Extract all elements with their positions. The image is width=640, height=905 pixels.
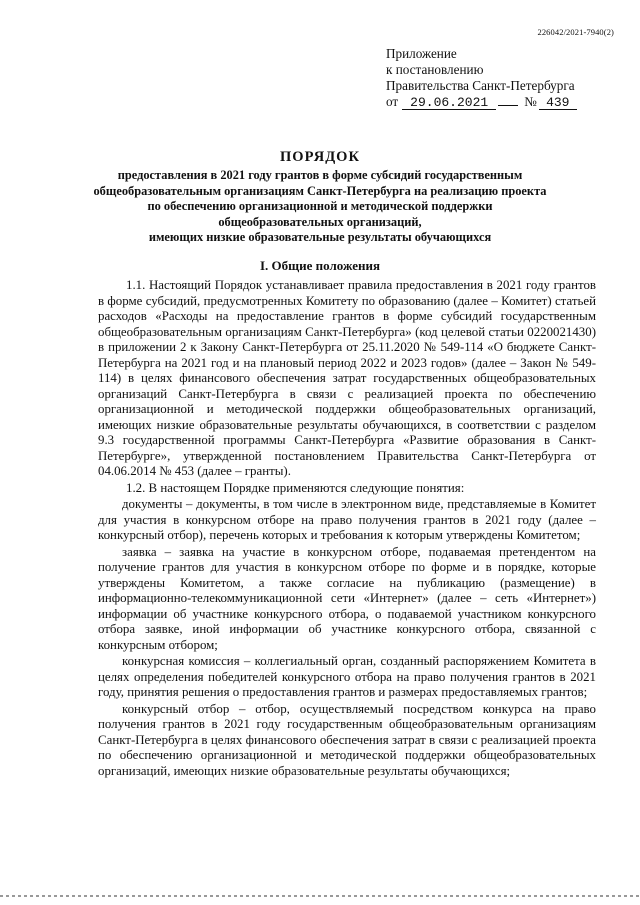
appendix-line-1: Приложение xyxy=(386,46,457,61)
appendix-date-line xyxy=(386,94,577,110)
document-body xyxy=(98,278,596,780)
section-heading: I. Общие положения xyxy=(260,258,380,273)
paragraph-1-2: 1.2. В настоящем Порядке применяются следующие понятия: xyxy=(126,480,465,495)
definition-documents: документы – документы, в том числе в электронном виде, представляемые в Комитет для участия в конкурсном отборе на право получения грантов в 2021 году (далее – конкурсный отбор), перечень которых и требования к которым утверждены Комитетом; xyxy=(98,497,596,542)
subtitle-line-4: общеобразовательных организаций, xyxy=(218,214,422,229)
subtitle-line-3: по обеспечению организационной и методической поддержки xyxy=(147,199,493,213)
from-label: от xyxy=(386,94,399,109)
resolution-number: 439 xyxy=(539,96,577,110)
subtitle-line-5: имеющих низкие образовательные результаты обучающихся xyxy=(148,230,492,244)
appendix-line-3: Правительства Санкт-Петербурга xyxy=(386,78,575,93)
paragraph-1-1: 1.1. Настоящий Порядок устанавливает правила предоставления в 2021 году грантов в форме субсидий, предусмотренных Комитету по образованию (далее – Комитет) статьей расходов «Расходы на предоставление грантов в форме субсидий государственным общеобразовательным организациям Санкт-Петербурга» (код целевой статьи 0220021430) в приложении 2 к Закону Санкт-Петербурга от 25.11.2020 № 549-114 «О бюджете Санкт-Петербурга на 2021 год и на плановый период 2022 и 2023 годов» (далее – Закон № 549-114) в целях финансового обеспечения затрат государственных общеобразовательных организаций Санкт-Петербурга в связи с реализацией проекта по обеспечению организационной и методической поддержки общеобразовательных организаций, имеющих низкие образовательные результаты обучающихся, в соответствии с разделом 9.3 государственной программы Санкт-Петербурга «Развитие образования в Санкт-Петербурге», утвержденной постановлением Правительства Санкт-Петербурга от 04.06.2014 № 453 (далее – гранты). xyxy=(98,278,596,478)
definition-selection: конкурсный отбор – отбор, осуществляемый посредством конкурса на право получения грантов в 2021 году государственным общеобразовательным организациям Санкт-Петербурга в целях финансового обеспечения затрат в связи с реализацией проекта по обеспечению организационной и методической поддержки общеобразовательных организаций, имеющих низкие образовательные результаты обучающихся; xyxy=(98,701,596,778)
appendix-line-2: к постановлению xyxy=(386,62,484,77)
number-label: № xyxy=(524,94,537,109)
scan-edge-line xyxy=(0,895,640,897)
document-id: 226042/2021-7940(2) xyxy=(537,27,614,37)
blank-underline xyxy=(498,105,518,106)
resolution-date: 29.06.2021 xyxy=(402,96,496,110)
document-subtitle xyxy=(90,168,550,246)
subtitle-line-1: предоставления в 2021 году грантов в форме субсидий государственным xyxy=(117,168,523,182)
definition-commission: конкурсная комиссия – коллегиальный орган, созданный распоряжением Комитета в целях определения победителей конкурсного отбора на право получения грантов в 2021 году, принятия решения о предоставления грантов и размерах предоставляемых грантов; xyxy=(98,654,596,699)
appendix-block xyxy=(386,46,577,110)
definition-application: заявка – заявка на участие в конкурсном отборе, подаваемая претендентом на получение грантов для участия в конкурсном отборе по форме и в порядке, которые утверждены Комитетом, а также согласие на публикацию (размещение) в информационно-телекоммуникационной сети «Интернет» (далее – сеть «Интернет») информации об участнике конкурсного отбора, о подаваемой участником конкурсного отбора заявке, иной информации об участнике конкурсного отбора, связанной с конкурсным отбором; xyxy=(98,544,596,652)
document-title: ПОРЯДОК xyxy=(280,149,360,165)
subtitle-line-2: общеобразовательным организациям Санкт-Петербурга на реализацию проекта xyxy=(93,183,547,198)
